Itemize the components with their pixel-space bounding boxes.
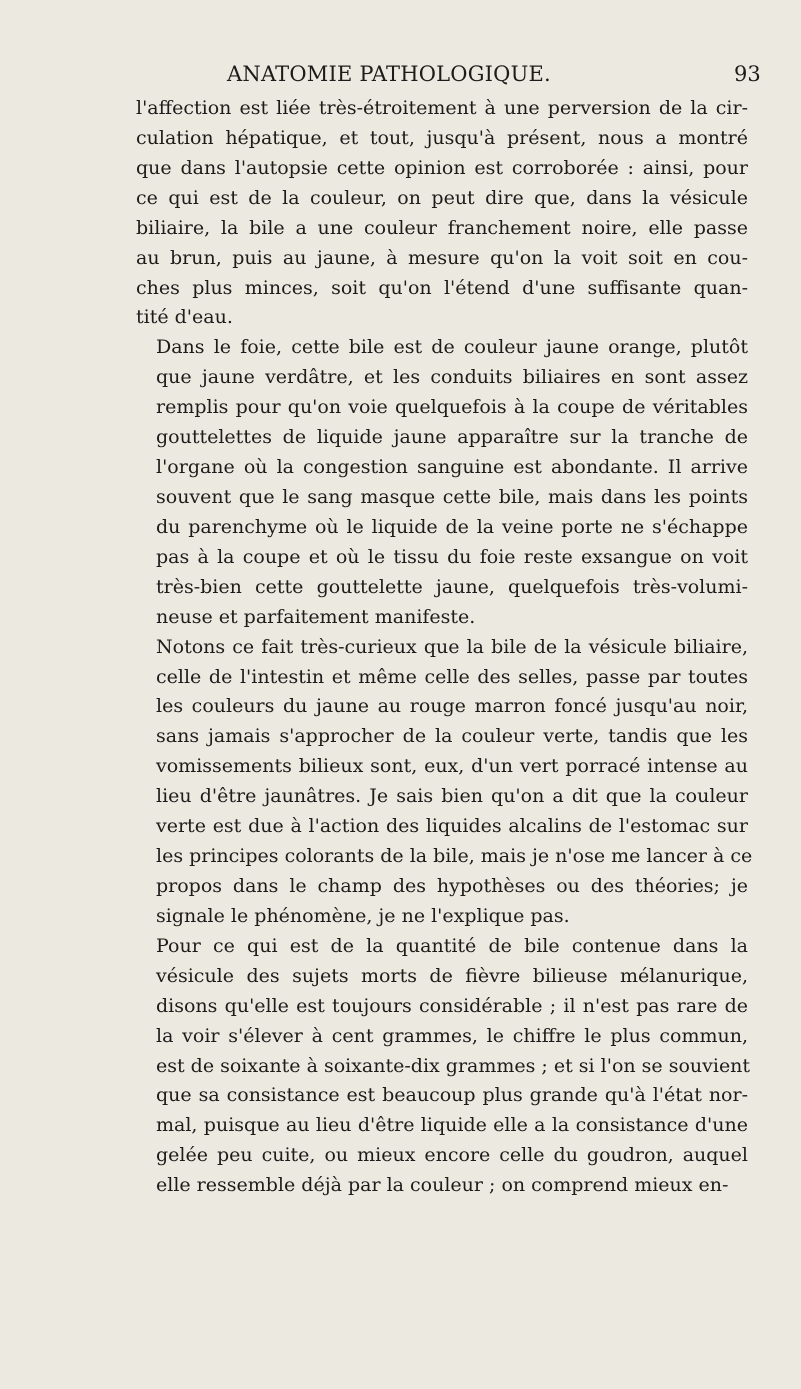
text-line: est de soixante à soixante-dix grammes ; et si l'on se souvient bbox=[156, 1054, 751, 1077]
text-line: que sa consistance est beaucoup plus grande qu'à l'état nor- bbox=[156, 1084, 748, 1107]
text-line: l'affection est liée très-étroitement à une perversion de la cir- bbox=[136, 97, 748, 119]
text-line: gouttelettes de liquide jaune apparaître sur la tranche de bbox=[156, 426, 748, 449]
text-line: signale le phénomène, je ne l'explique pas. bbox=[156, 904, 570, 927]
paragraph bbox=[136, 633, 753, 932]
text-line: propos dans le champ des hypothèses ou des théories; je bbox=[156, 874, 748, 897]
text-line: souvent que le sang masque cette bile, mais dans les points bbox=[156, 485, 748, 508]
text-line: que dans l'autopsie cette opinion est corroborée : ainsi, pour bbox=[136, 156, 748, 179]
text-line: gelée peu cuite, ou mieux encore celle du goudron, auquel bbox=[156, 1144, 748, 1167]
text-line: disons qu'elle est toujours considérable ; il n'est pas rare de bbox=[156, 994, 748, 1017]
text-line: celle de l'intestin et même celle des selles, passe par toutes bbox=[156, 665, 748, 688]
text-line: Dans le foie, cette bile est de couleur jaune orange, plutôt bbox=[156, 336, 748, 359]
text-line: neuse et parfaitement manifeste. bbox=[156, 605, 476, 628]
text-line: ches plus minces, soit qu'on l'étend d'une suffisante quan- bbox=[136, 276, 748, 299]
text-line: sans jamais s'approcher de la couleur verte, tandis que les bbox=[156, 725, 748, 748]
running-title: ANATOMIE PATHOLOGIQUE. bbox=[227, 62, 551, 86]
text-line: Pour ce qui est de la quantité de bile contenue dans la bbox=[156, 934, 748, 957]
page-header bbox=[0, 62, 801, 92]
text-line: les couleurs du jaune au rouge marron foncé jusqu'au noir, bbox=[156, 695, 748, 718]
text-line: au brun, puis au jaune, à mesure qu'on la voit soit en cou- bbox=[136, 246, 748, 269]
text-line: ce qui est de la couleur, on peut dire que, dans la vésicule bbox=[136, 186, 748, 209]
text-line: elle ressemble déjà par la couleur ; on comprend mieux en- bbox=[156, 1174, 729, 1197]
text-line: mal, puisque au lieu d'être liquide elle a la consistance d'une bbox=[156, 1114, 748, 1137]
paragraph bbox=[136, 932, 751, 1201]
text-line: tité d'eau. bbox=[136, 306, 233, 329]
text-line: verte est due à l'action des liquides alcalins de l'estomac sur bbox=[156, 815, 748, 838]
text-line: vomissements bilieux sont, eux, d'un vert porracé intense au bbox=[156, 755, 748, 778]
text-line: la voir s'élever à cent grammes, le chiffre le plus commun, bbox=[156, 1024, 748, 1047]
text-line: lieu d'être jaunâtres. Je sais bien qu'on a dit que la couleur bbox=[156, 785, 748, 808]
text-line: que jaune verdâtre, et les conduits biliaires en sont assez bbox=[156, 366, 748, 389]
text-line: Notons ce fait très-curieux que la bile de la vésicule biliaire, bbox=[156, 635, 748, 658]
paragraph bbox=[136, 94, 748, 333]
paragraph bbox=[136, 333, 748, 632]
text-line: du parenchyme où le liquide de la veine porte ne s'échappe bbox=[156, 515, 748, 538]
body-text bbox=[136, 94, 753, 1201]
text-line: vésicule des sujets morts de fièvre bilieuse mélanurique, bbox=[156, 964, 748, 987]
text-line: très-bien cette gouttelette jaune, quelquefois très-volumi- bbox=[156, 575, 748, 598]
text-line: culation hépatique, et tout, jusqu'à présent, nous a montré bbox=[136, 126, 748, 149]
text-line: remplis pour qu'on voie quelquefois à la coupe de véritables bbox=[156, 396, 748, 419]
text-line: l'organe où la congestion sanguine est abondante. Il arrive bbox=[156, 456, 748, 479]
text-line: biliaire, la bile a une couleur franchement noire, elle passe bbox=[136, 216, 748, 239]
text-line: les principes colorants de la bile, mais je n'ose me lancer à ce bbox=[156, 845, 753, 868]
page-number: 93 bbox=[734, 62, 761, 86]
text-line: pas à la coupe et où le tissu du foie reste exsangue on voit bbox=[156, 545, 748, 568]
